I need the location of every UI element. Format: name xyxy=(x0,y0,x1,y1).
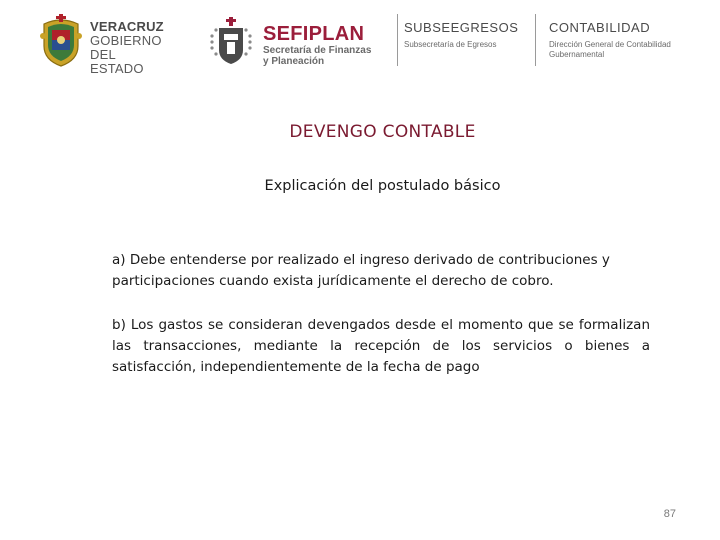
veracruz-line3: DEL ESTADO xyxy=(90,47,144,76)
contabilidad-subtitle xyxy=(549,40,671,60)
sefiplan-line1: Secretaría de Finanzas xyxy=(263,45,372,56)
contabilidad-subtitle-line1: Dirección General de Contabilidad xyxy=(549,40,671,49)
veracruz-line2: GOBIERNO xyxy=(90,33,162,48)
header-divider xyxy=(397,14,398,66)
veracruz-line1: VERACRUZ xyxy=(90,19,164,34)
page-title: DEVENGO CONTABLE xyxy=(289,122,476,142)
contabilidad-subtitle-line2: Gubernamental xyxy=(549,50,605,59)
sefiplan-wordmark xyxy=(263,23,371,67)
sefiplan-logo xyxy=(208,14,384,70)
page-number: 87 xyxy=(663,508,676,520)
header-divider xyxy=(535,14,536,66)
paragraph-a: a) Debe entenderse por realizado el ingreso derivado de contribuciones y participaciones cuando exista jurídicamente el derecho de cobro. xyxy=(112,252,610,289)
veracruz-wordmark xyxy=(90,20,168,76)
subsecretaria-subtitle: Subsecretaría de Egresos xyxy=(404,40,497,49)
sefiplan-line2: y Planeación xyxy=(263,56,325,67)
subsecretaria-block xyxy=(404,20,518,50)
sefiplan-shield-icon xyxy=(208,14,254,68)
veracruz-logo xyxy=(38,14,168,76)
contabilidad-title: CONTABILIDAD xyxy=(549,20,651,35)
contabilidad-block xyxy=(549,20,671,60)
subsecretaria-title: SUBSEEGRESOS xyxy=(404,20,519,35)
paragraph-b: b) Los gastos se consideran devengados desde el momento que se formalizan las transacciones, mediante la recepción de los servicios o bienes a satisfacción, independientemente de la fecha de pago xyxy=(112,317,650,375)
page-subtitle: Explicación del postulado básico xyxy=(264,178,501,194)
sefiplan-name: SEFIPLAN xyxy=(263,23,365,45)
header xyxy=(0,0,720,80)
veracruz-coat-of-arms-icon xyxy=(38,14,84,68)
